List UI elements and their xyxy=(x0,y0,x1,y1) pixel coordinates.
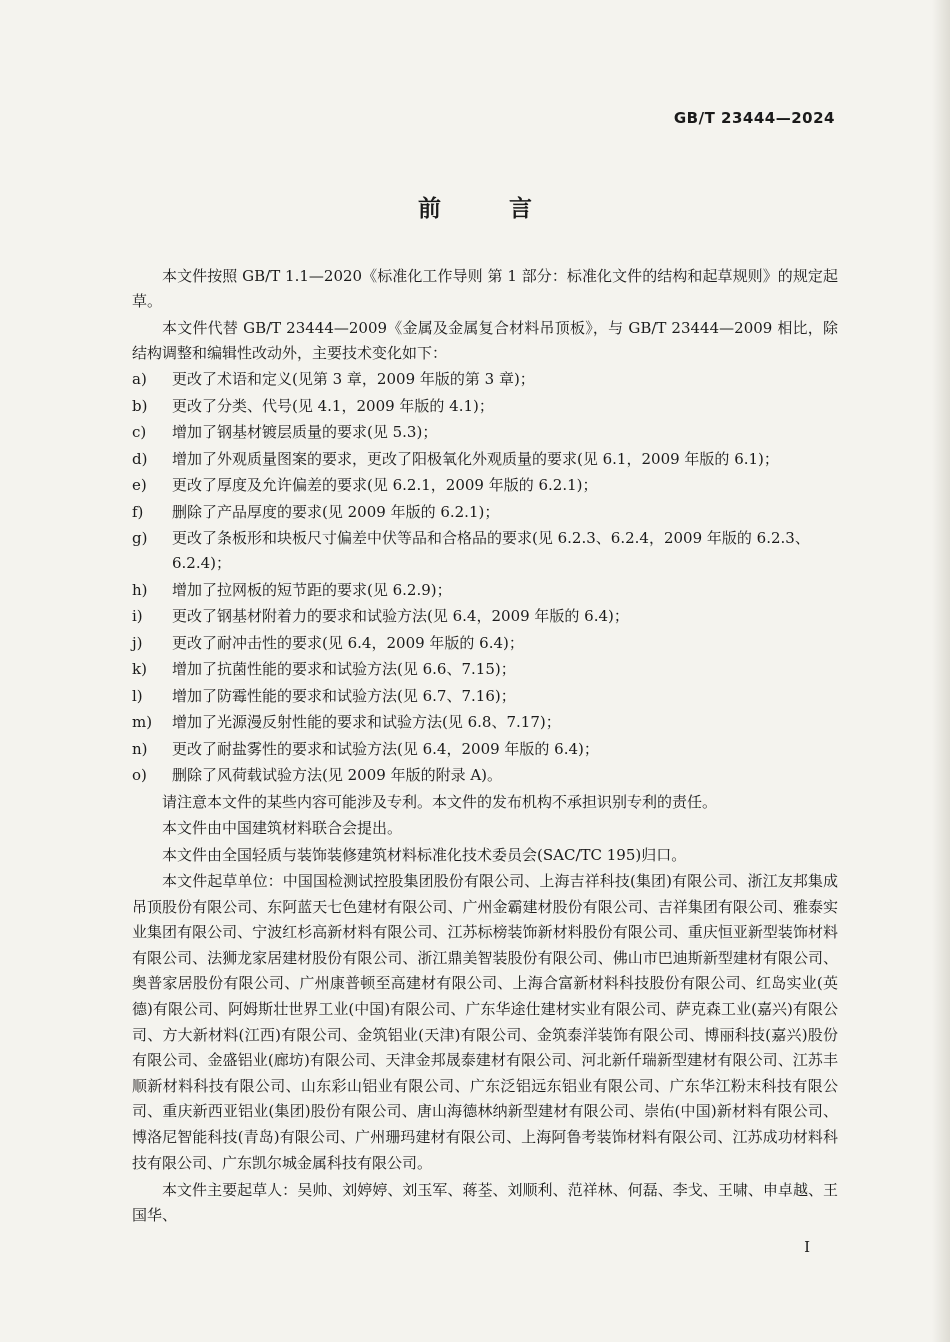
change-item xyxy=(132,394,838,419)
change-item-text: 增加了防霉性能的要求和试验方法(见 6.7、7.16)； xyxy=(172,686,516,705)
changes-list xyxy=(132,367,838,788)
change-item xyxy=(132,710,838,735)
foreword-body xyxy=(132,264,838,1229)
change-item-label: k) xyxy=(132,660,147,678)
page-title: 前 言 xyxy=(417,196,562,222)
change-item-label: m) xyxy=(132,713,153,731)
change-item-label: c) xyxy=(132,423,147,441)
patent-notice: 请注意本文件的某些内容可能涉及专利。本文件的发布机构不承担识别专利的责任。 xyxy=(162,792,718,811)
change-item-label: o) xyxy=(132,766,147,784)
change-item-label: d) xyxy=(132,449,148,468)
change-item xyxy=(132,473,838,498)
change-item xyxy=(132,526,838,576)
change-item-label: j) xyxy=(132,633,143,652)
change-item-text: 更改了耐冲击性的要求(见 6.4，2009 年版的 6.4)； xyxy=(172,633,524,652)
change-item xyxy=(132,500,838,525)
change-item xyxy=(132,420,838,445)
drafters: 本文件主要起草人：吴帅、刘婷婷、刘玉军、蒋荃、刘顺利、范祥林、何磊、李戈、王啸、申卓越、王国华、 xyxy=(132,1180,838,1224)
standard-number: GB/T 23444—2024 xyxy=(673,109,835,127)
intro-paragraph-1: 本文件按照 GB/T 1.1—2020《标准化工作导则 第 1 部分：标准化文件的结构和起草规则》的规定起草。 xyxy=(132,267,838,310)
change-item-text: 增加了抗菌性能的要求和试验方法(见 6.6、7.15)； xyxy=(172,660,516,678)
change-item-label: l) xyxy=(132,686,143,705)
change-item-label: g) xyxy=(132,529,148,547)
change-item-label: i) xyxy=(132,607,143,625)
change-item xyxy=(132,604,838,629)
change-item-text: 更改了钢基材附着力的要求和试验方法(见 6.4，2009 年版的 6.4)； xyxy=(172,607,629,625)
change-item-text: 更改了厚度及允许偏差的要求(见 6.2.1，2009 年版的 6.2.1)； xyxy=(172,476,598,494)
proposer-notice: 本文件由中国建筑材料联合会提出。 xyxy=(162,819,403,837)
change-item-label: e) xyxy=(132,476,147,494)
drafting-units: 本文件起草单位：中国国检测试控股集团股份有限公司、上海吉祥科技(集团)有限公司、浙江友邦集成吊顶股份有限公司、东阿蓝天七色建材有限公司、广州金霸建材股份有限公司、吉祥集团有限公司、雅泰实业集团有限公司、宁波红杉高新材料有限公司、江苏标榜装饰新材料股份有限公司、重庆恒亚新型装饰材料有限公司、法狮龙家居建材股份有限公司、浙江鼎美智装股份有限公司、佛山市巴迪斯新型建材有限公司、奥普家居股份有限公司、广州康普顿至高建材有限公司、上海合富新材料科技股份有限公司、红岛实业(英德)有限公司、阿姆斯壮世界工业(中国)有限公司、广东华途仕建材实业有限公司、萨克森工业(嘉兴)有限公司、方大新材料(江西)有限公司、金筑铝业(天津)有限公司、金筑泰洋装饰有限公司、博丽科技(嘉兴)股份有限公司、金盛铝业(廊坊)有限公司、天津金邦晟泰建材有限公司、河北新仟瑞新型建材有限公司、江苏丰顺新材料科技有限公司、山东彩山铝业有限公司、广东泛铝远东铝业有限公司、广东华江粉末科技有限公司、重庆新西亚铝业(集团)股份有限公司、唐山海德林纳新型建材有限公司、崇佑(中国)新材料有限公司、博洛尼智能科技(青岛)有限公司、广州珊玛建材有限公司、上海阿鲁考装饰材料有限公司、江苏成功材料科技有限公司、广东凯尔城金属科技有限公司。 xyxy=(132,872,838,1172)
change-item-text: 删除了风荷载试验方法(见 2009 年版的附录 A)。 xyxy=(172,766,503,784)
change-item xyxy=(132,367,838,392)
change-item-label: n) xyxy=(132,739,148,758)
change-item xyxy=(132,631,838,656)
change-item-text: 更改了条板形和块板尺寸偏差中伏等品和合格品的要求(见 6.2.3、6.2.4，2009 年版的 6.2.3、6.2.4)； xyxy=(172,529,810,572)
change-item-label: h) xyxy=(132,580,148,599)
change-item-text: 更改了术语和定义(见第 3 章，2009 年版的第 3 章)； xyxy=(172,370,535,388)
change-item-label: a) xyxy=(132,370,147,388)
change-item xyxy=(132,684,838,709)
change-item-label: f) xyxy=(132,502,144,521)
change-item-text: 删除了产品厚度的要求(见 2009 年版的 6.2.1)； xyxy=(172,502,500,521)
change-item-text: 增加了钢基材镀层质量的要求(见 5.3)； xyxy=(172,423,438,441)
change-item-text: 增加了光源漫反射性能的要求和试验方法(见 6.8、7.17)； xyxy=(172,713,561,731)
change-item-text: 更改了分类、代号(见 4.1，2009 年版的 4.1)； xyxy=(172,396,494,415)
change-item-text: 增加了拉网板的短节距的要求(见 6.2.9)； xyxy=(172,580,452,599)
change-item-text: 更改了耐盐雾性的要求和试验方法(见 6.4，2009 年版的 6.4)； xyxy=(172,739,599,758)
change-item xyxy=(132,763,838,788)
change-item xyxy=(132,657,838,682)
change-item-label: b) xyxy=(132,396,148,415)
intro-paragraph-2: 本文件代替 GB/T 23444—2009《金属及金属复合材料吊顶板》，与 GB/T 23444—2009 相比，除结构调整和编辑性改动外，主要技术变化如下： xyxy=(132,318,838,362)
change-item-text: 增加了外观质量图案的要求，更改了阳极氧化外观质量的要求(见 6.1，2009 年版的 6.1)； xyxy=(172,449,779,468)
change-item xyxy=(132,447,838,472)
committee-notice: 本文件由全国轻质与装饰装修建筑材料标准化技术委员会(SAC/TC 195)归口。 xyxy=(162,845,687,864)
page-number: I xyxy=(804,1238,810,1256)
change-item xyxy=(132,737,838,762)
change-item xyxy=(132,578,838,603)
